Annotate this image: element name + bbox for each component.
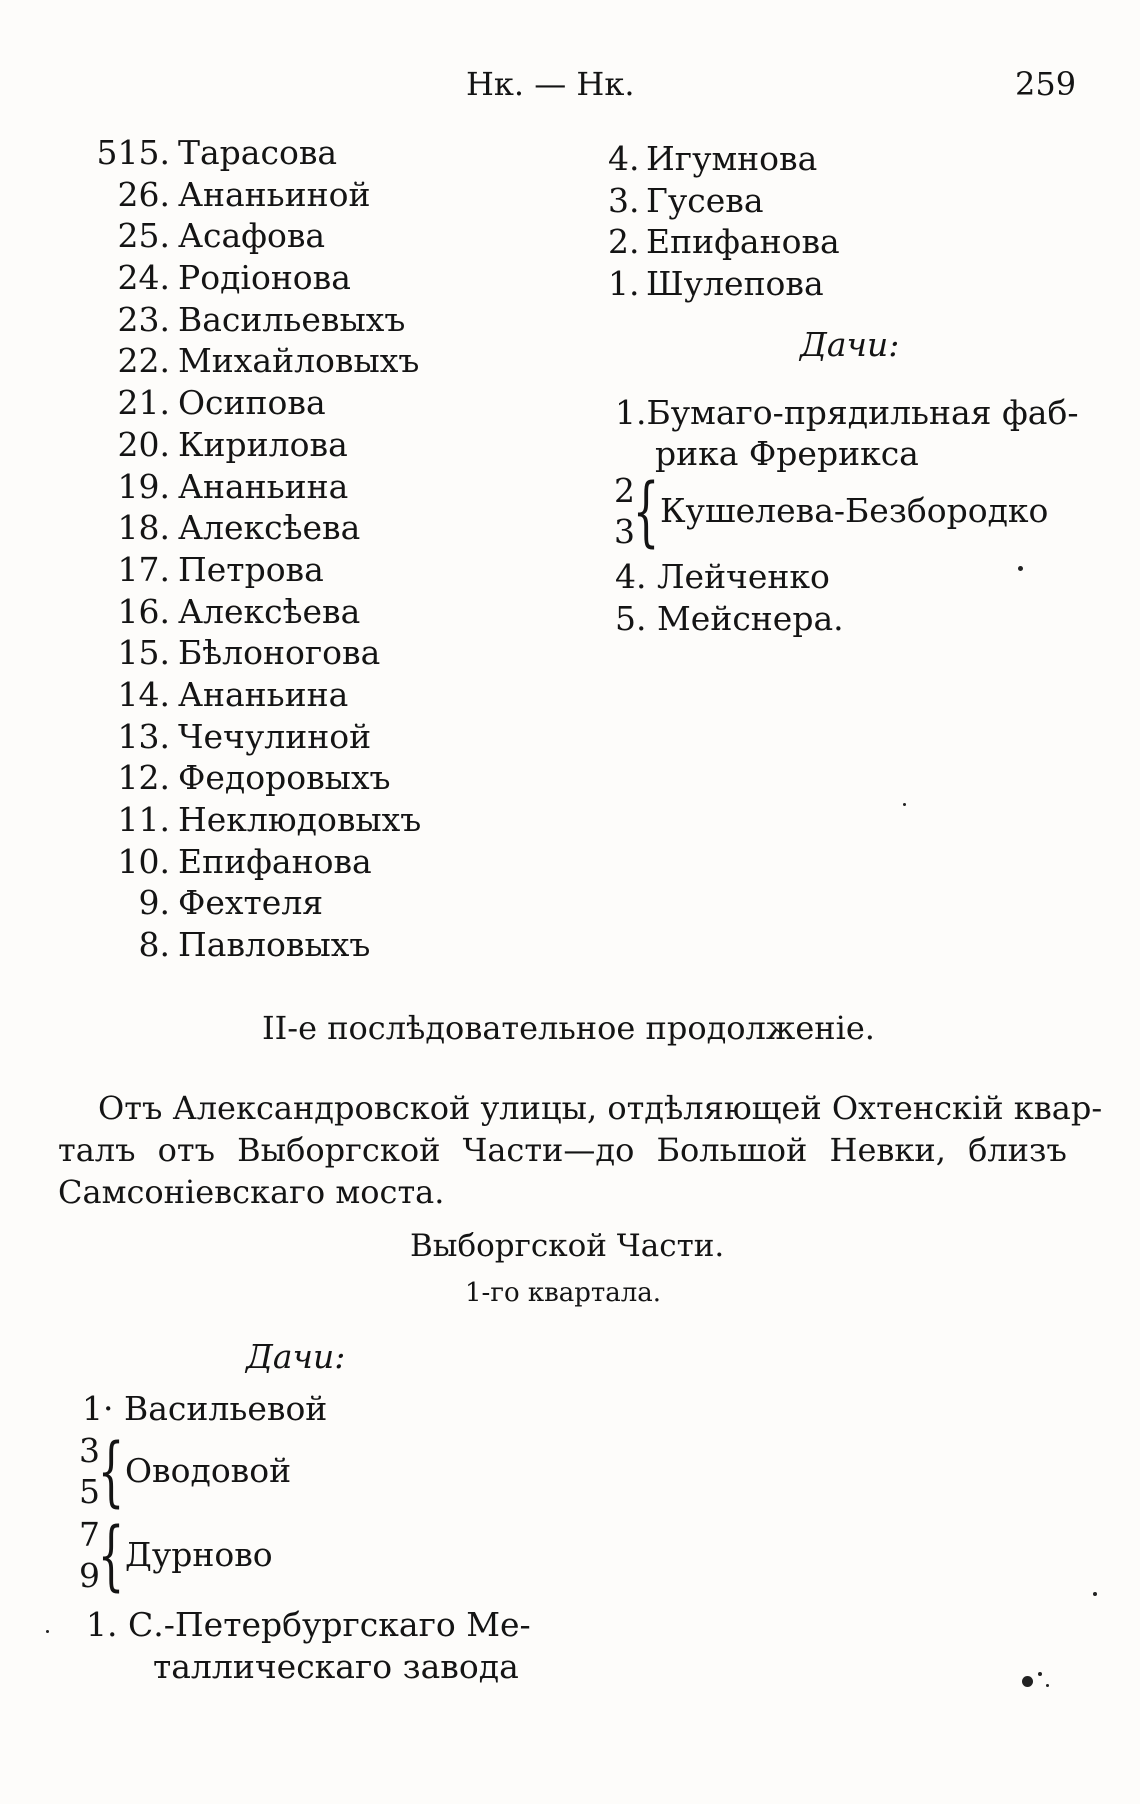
item-name: Мейснера. <box>657 599 844 638</box>
item-number: 12. <box>117 758 170 798</box>
item-name: Петрова <box>178 549 324 589</box>
item-name: Неклюдовыхъ <box>178 800 422 839</box>
item-number: 17. <box>117 549 170 589</box>
item-name: Павловыхъ <box>178 925 371 965</box>
list-item <box>52 924 421 966</box>
item-number: 15. <box>117 633 170 673</box>
item-name: Алексѣева <box>178 508 361 548</box>
item-number: 14. <box>117 674 170 714</box>
item-number: 1. <box>86 1605 118 1644</box>
list-item <box>52 716 421 758</box>
item-number: 1. <box>615 393 647 432</box>
item-name: Епифанова <box>178 841 372 881</box>
list-item <box>52 841 421 883</box>
item-number: 11. <box>117 800 170 839</box>
item-number: 2. <box>608 222 640 262</box>
item-name: Ананьина <box>178 466 349 506</box>
item-number: 23. <box>117 299 170 339</box>
item-name: Ананьина <box>178 674 349 714</box>
item-name: Шулепова <box>646 264 824 304</box>
item-name: Фехтеля <box>178 883 324 923</box>
list-item <box>52 757 421 799</box>
group-number: 3 <box>614 512 635 551</box>
route-paragraph-line-3: Самсоніевскаго моста. <box>58 1173 445 1211</box>
list-item <box>52 632 421 674</box>
item-name: Васильевыхъ <box>178 299 406 339</box>
item-name: Гусева <box>646 180 764 220</box>
route-paragraph-line-2: талъ отъ Выборгской Части—до Большой Невки, близъ <box>58 1131 1067 1169</box>
list-item <box>52 799 421 841</box>
list-item <box>52 382 421 424</box>
item-number: 19. <box>117 466 170 506</box>
item-name: Тарасова <box>178 133 338 172</box>
scan-speck <box>1022 1676 1033 1687</box>
group-numbers <box>605 470 635 552</box>
bottom-dachi-group-durnovo <box>70 1510 273 1599</box>
item-name: Федоровыхъ <box>178 758 391 798</box>
group-label: Дурново <box>125 1535 273 1575</box>
group-numbers <box>70 1514 100 1596</box>
item-number: 10. <box>117 841 170 881</box>
group-label: Кушелева-Безбородко <box>660 491 1049 531</box>
item-name: Асафова <box>178 216 326 256</box>
list-item <box>608 263 840 305</box>
list-item <box>52 340 421 382</box>
right-dachi-item-4 <box>615 556 830 597</box>
item-name: Родіонова <box>178 258 351 298</box>
item-number: 13. <box>117 716 170 756</box>
list-item <box>52 549 421 591</box>
right-dachi-heading: Дачи: <box>800 325 900 364</box>
list-item <box>52 674 421 716</box>
list-item <box>52 882 421 924</box>
list-item <box>608 180 840 222</box>
group-numbers <box>70 1430 100 1512</box>
item-number: 8. <box>138 925 170 965</box>
group-number: 5 <box>79 1472 100 1511</box>
item-number: 18. <box>117 508 170 548</box>
list-item <box>52 466 421 508</box>
list-item <box>52 591 421 633</box>
list-item <box>52 132 421 174</box>
section-title: II-е послѣдовательное продолженіе. <box>262 1009 875 1047</box>
list-item <box>52 299 421 341</box>
item-number: 5. <box>615 599 647 638</box>
bottom-dachi-group-ovodova <box>70 1426 292 1515</box>
route-paragraph-line-1: Отъ Александровской улицы, отдѣляющей Охтенскій квар- <box>98 1089 1103 1127</box>
item-name: Лейченко <box>657 557 830 596</box>
group-label: Оводовой <box>125 1451 292 1491</box>
item-number: 1· <box>82 1389 114 1428</box>
right-list <box>608 138 840 305</box>
item-number: 20. <box>117 424 170 464</box>
item-name: Епифанова <box>646 222 840 262</box>
item-line-1: С.-Петербургскаго Ме- <box>128 1605 531 1644</box>
item-name: Игумнова <box>646 139 818 178</box>
scan-speck <box>1018 566 1023 571</box>
scan-speck <box>1046 1684 1049 1687</box>
item-number: 3. <box>608 180 640 220</box>
page-number: 259 <box>1015 65 1077 103</box>
scan-speck <box>903 803 906 806</box>
item-number: 16. <box>117 591 170 631</box>
item-number: 21. <box>117 383 170 423</box>
group-number: 7 <box>79 1515 100 1554</box>
group-number: 3 <box>79 1431 100 1470</box>
item-number: 24. <box>117 258 170 298</box>
list-item <box>608 138 840 180</box>
list-item <box>608 221 840 263</box>
item-name: Чечулиной <box>178 716 372 756</box>
quarter-title: 1-го квартала. <box>465 1278 662 1308</box>
scan-speck <box>1038 1672 1042 1676</box>
item-name: Васильевой <box>124 1389 328 1428</box>
right-dachi-item-1-line-2: рика Фрерикса <box>655 434 919 473</box>
group-number: 9 <box>79 1556 100 1595</box>
item-name: Алексѣева <box>178 591 361 631</box>
item-number: 22. <box>117 341 170 381</box>
right-dachi-item-1 <box>615 392 1079 433</box>
item-number: 4. <box>608 139 640 178</box>
brace-glyph: { <box>632 466 660 555</box>
item-number: 4. <box>615 557 647 596</box>
bottom-dachi-item-metal-works <box>86 1604 531 1645</box>
item-number: 1. <box>608 264 640 304</box>
group-number: 2 <box>614 471 635 510</box>
list-item <box>52 257 421 299</box>
item-line-1: Бумаго-прядильная фаб- <box>646 393 1079 432</box>
item-name: Осипова <box>178 383 326 423</box>
brace-glyph: { <box>97 1510 125 1599</box>
item-name: Ананьиной <box>178 174 371 214</box>
right-dachi-item-5 <box>615 598 844 639</box>
scan-speck <box>46 1630 49 1633</box>
item-number: 515. <box>96 133 170 172</box>
list-item <box>52 424 421 466</box>
left-list <box>52 132 421 966</box>
item-name: Михайловыхъ <box>178 341 420 381</box>
list-item <box>52 507 421 549</box>
list-item <box>52 215 421 257</box>
item-number: 9. <box>138 883 170 923</box>
scan-speck <box>1093 1592 1097 1596</box>
bottom-dachi-item-1 <box>82 1388 327 1429</box>
brace-glyph: { <box>97 1426 125 1515</box>
right-dachi-group-kushelev <box>605 466 1049 555</box>
running-head: Нк. — Нк. <box>466 65 635 103</box>
item-number: 26. <box>117 174 170 214</box>
bottom-dachi-item-metal-works-line-2: таллическаго завода <box>153 1647 519 1686</box>
item-number: 25. <box>117 216 170 256</box>
bottom-dachi-heading: Дачи: <box>246 1337 346 1376</box>
item-name: Бѣлоногова <box>178 633 381 673</box>
item-name: Кирилова <box>178 424 348 464</box>
list-item <box>52 174 421 216</box>
part-title: Выборгской Части. <box>410 1228 725 1264</box>
